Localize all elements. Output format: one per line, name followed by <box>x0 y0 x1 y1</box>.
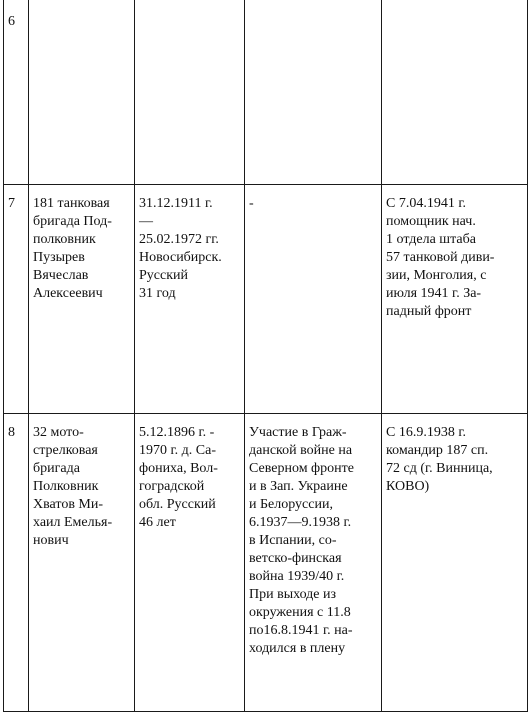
table-row <box>4 414 528 712</box>
service-text: С 7.04.1941 г. помощник нач. 1 отдела штаба 57 танковой диви- зии, Монголия, с июля 1941 г. За- падный фронт <box>386 196 495 319</box>
unit-commander-text: 32 мото- стрелковая бригада Полковник Хватов Ми- хаил Емелья- нович <box>33 425 113 548</box>
unit-commander-cell <box>29 0 135 185</box>
table-row <box>4 185 528 414</box>
unit-commander-cell <box>29 414 135 712</box>
birth-info-text: 5.12.1896 г. - 1970 г. д. Са- фониха, Вол- гоградской обл. Русский 46 лет <box>139 425 218 530</box>
row-number-cell <box>4 0 29 185</box>
war-participation-text: Участие в Граж- данской войне на Северном фронте и в Зап. Украине и Белоруссии, 6.1937—9.1938 г. в Испании, со- ветско-финская война 1939/40 г. При выходе из окружения с 11.8 по16.8.1941 г. на- ходился в плену <box>249 425 354 656</box>
birth-info-cell <box>135 414 245 712</box>
unit-commander-cell <box>29 185 135 414</box>
row-number: 8 <box>8 425 15 440</box>
war-participation-cell <box>245 185 382 414</box>
war-participation-text: - <box>249 196 254 211</box>
birth-info-text: 31.12.1911 г. — 25.02.1972 гг. Новосибирск. Русский 31 год <box>139 196 222 301</box>
officers-table <box>3 0 528 712</box>
row-number-cell <box>4 185 29 414</box>
service-text: С 16.9.1938 г. командир 187 сп. 72 сд (г. Винница, КОВО) <box>386 425 493 494</box>
war-participation-cell <box>245 0 382 185</box>
service-cell <box>382 0 528 185</box>
row-number: 7 <box>8 196 15 211</box>
row-number: 6 <box>8 14 15 29</box>
service-cell <box>382 185 528 414</box>
table-row <box>4 0 528 185</box>
unit-commander-text: 181 танковая бригада Под- полковник Пузырев Вячеслав Алексеевич <box>33 196 112 301</box>
war-participation-cell <box>245 414 382 712</box>
service-cell <box>382 414 528 712</box>
birth-info-cell <box>135 185 245 414</box>
birth-info-cell <box>135 0 245 185</box>
row-number-cell <box>4 414 29 712</box>
